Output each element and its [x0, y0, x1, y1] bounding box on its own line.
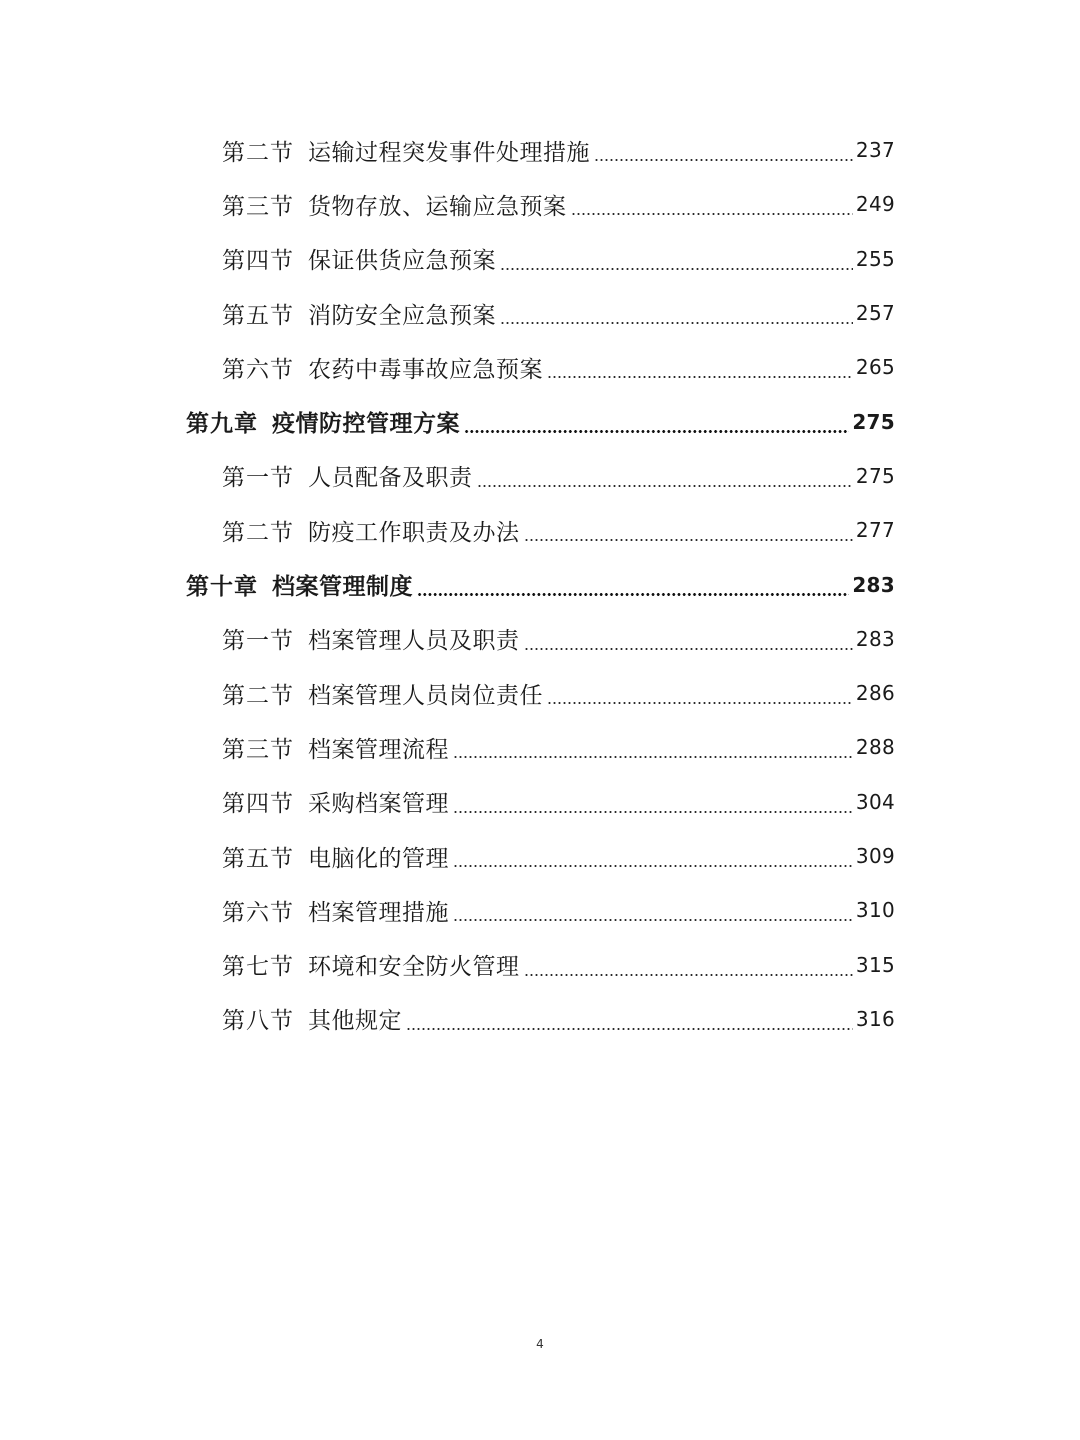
toc-entry-number: 第三节 [222, 193, 294, 220]
toc-entry-page: 275 [852, 409, 895, 434]
dot-leader [453, 756, 853, 758]
toc-entry-page: 288 [855, 735, 895, 760]
dot-leader [453, 919, 853, 921]
toc-entry-page: 249 [855, 192, 895, 217]
toc-entry-title: 采购档案管理 [308, 791, 449, 818]
toc-entry-page: 265 [855, 355, 895, 380]
dot-leader [464, 430, 849, 433]
toc-entry-title: 档案管理人员岗位责任 [308, 682, 543, 709]
toc-entry-section[interactable] [0, 992, 1080, 1046]
toc-entry-section[interactable] [0, 883, 1080, 937]
toc-entry-section[interactable] [0, 775, 1080, 829]
dot-leader [524, 539, 853, 541]
toc-entry-number: 第五节 [222, 302, 294, 329]
toc-entry-number: 第六节 [222, 899, 294, 926]
toc-entry-section[interactable] [0, 666, 1080, 720]
toc-entry-number: 第四节 [222, 248, 294, 275]
toc-entry-number: 第七节 [222, 954, 294, 981]
toc-entry-number: 第三节 [222, 736, 294, 763]
toc-entry-page: 310 [855, 898, 895, 923]
toc-entry-page: 283 [852, 572, 895, 597]
toc-entry-number: 第十章 [186, 573, 258, 601]
toc-entry-title: 电脑化的管理 [308, 845, 449, 872]
table-of-contents [0, 123, 1080, 1046]
dot-leader [406, 1028, 853, 1030]
dot-leader [500, 322, 853, 324]
dot-leader [594, 159, 853, 161]
dot-leader [417, 593, 849, 596]
toc-entry-section[interactable] [0, 720, 1080, 774]
toc-entry-section[interactable] [0, 937, 1080, 991]
toc-entry-number: 第四节 [222, 791, 294, 818]
toc-entry-number: 第二节 [222, 139, 294, 166]
toc-entry-title: 消防安全应急预案 [308, 302, 496, 329]
toc-entry-page: 316 [855, 1006, 895, 1031]
toc-entry-title: 环境和安全防火管理 [308, 954, 520, 981]
toc-entry-title: 其他规定 [308, 1008, 402, 1035]
toc-entry-title: 档案管理人员及职责 [308, 628, 520, 655]
toc-entry-page: 275 [855, 463, 895, 488]
toc-entry-title: 疫情防控管理方案 [272, 410, 460, 438]
toc-entry-section[interactable] [0, 612, 1080, 666]
dot-leader [500, 268, 853, 270]
toc-entry-chapter[interactable] [0, 557, 1080, 611]
toc-entry-section[interactable] [0, 177, 1080, 231]
toc-entry-title: 运输过程突发事件处理措施 [308, 139, 590, 166]
toc-entry-number: 第一节 [222, 465, 294, 492]
toc-entry-title: 农药中毒事故应急预案 [308, 356, 543, 383]
toc-entry-title: 保证供货应急预案 [308, 248, 496, 275]
footer-page-number: 4 [536, 1337, 544, 1351]
toc-entry-section[interactable] [0, 340, 1080, 394]
dot-leader [547, 376, 853, 378]
toc-entry-title: 货物存放、运输应急预案 [308, 193, 567, 220]
toc-entry-title: 档案管理制度 [272, 573, 413, 601]
toc-entry-number: 第二节 [222, 682, 294, 709]
toc-entry-title: 档案管理措施 [308, 899, 449, 926]
toc-entry-page: 315 [855, 952, 895, 977]
dot-leader [547, 702, 853, 704]
toc-entry-number: 第九章 [186, 410, 258, 438]
toc-entry-section[interactable] [0, 232, 1080, 286]
toc-entry-number: 第二节 [222, 519, 294, 546]
toc-entry-page: 283 [855, 626, 895, 651]
toc-entry-page: 257 [855, 301, 895, 326]
toc-entry-page: 237 [855, 138, 895, 163]
toc-entry-page: 309 [855, 844, 895, 868]
toc-entry-title: 人员配备及职责 [308, 465, 473, 492]
toc-entry-section[interactable] [0, 829, 1080, 883]
dot-leader [477, 485, 853, 487]
toc-entry-number: 第五节 [222, 845, 294, 872]
dot-leader [524, 648, 853, 650]
dot-leader [453, 811, 853, 813]
toc-entry-page: 277 [855, 518, 895, 543]
toc-entry-number: 第八节 [222, 1008, 294, 1035]
toc-entry-section[interactable] [0, 503, 1080, 557]
dot-leader [524, 974, 853, 976]
dot-leader [453, 865, 853, 867]
toc-entry-page: 255 [855, 246, 895, 271]
toc-entry-page: 304 [855, 789, 895, 814]
toc-entry-section[interactable] [0, 449, 1080, 503]
toc-entry-title: 档案管理流程 [308, 736, 449, 763]
toc-entry-title: 防疫工作职责及办法 [308, 519, 520, 546]
toc-entry-number: 第六节 [222, 356, 294, 383]
toc-entry-chapter[interactable] [0, 394, 1080, 448]
dot-leader [571, 213, 853, 215]
toc-entry-number: 第一节 [222, 628, 294, 655]
toc-entry-section[interactable] [0, 286, 1080, 340]
toc-entry-page: 286 [855, 681, 895, 706]
toc-entry-section[interactable] [0, 123, 1080, 177]
